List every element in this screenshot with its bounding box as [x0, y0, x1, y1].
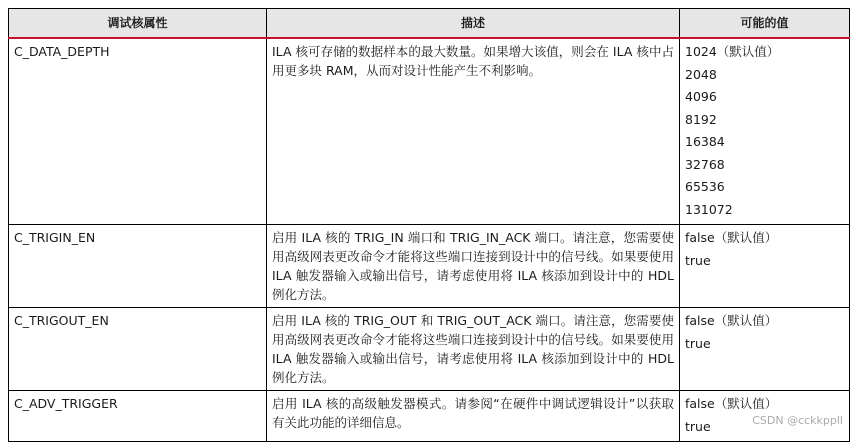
possible-value: 65536	[685, 179, 725, 194]
attribute-name: C_ADV_TRIGGER	[9, 391, 267, 442]
possible-value: true	[685, 418, 711, 434]
possible-value: true	[685, 252, 711, 268]
possible-value: 4096	[685, 89, 717, 104]
possible-values-cell	[680, 38, 850, 225]
possible-values-cell	[680, 225, 850, 308]
header-description: 描述	[267, 9, 680, 39]
possible-value: true	[685, 335, 711, 351]
attribute-name: C_DATA_DEPTH	[9, 38, 267, 225]
attribute-description: 启用 ILA 核的高级触发器模式。请参阅“在硬件中调试逻辑设计”以获取有关此功能的详细信息。	[267, 391, 680, 442]
possible-value: false（默认值）	[685, 313, 778, 328]
attribute-name: C_TRIGIN_EN	[9, 225, 267, 308]
attribute-description: 启用 ILA 核的 TRIG_IN 端口和 TRIG_IN_ACK 端口。请注意，您需要使用高级网表更改命令才能将这些端口连接到设计中的信号线。如果要使用 ILA 触发器输入或输出信号，请考虑使用将 ILA 核添加到设计中的 HDL 例化方法。	[267, 225, 680, 308]
possible-value: 2048	[685, 66, 717, 82]
possible-value: false（默认值）	[685, 396, 778, 411]
header-possible-values: 可能的值	[680, 9, 850, 39]
header-attribute: 调试核属性	[9, 9, 267, 39]
possible-value: 1024（默认值）	[685, 44, 780, 59]
table-row	[9, 225, 850, 308]
possible-value: false（默认值）	[685, 230, 778, 245]
watermark: CSDN @cckkppll	[752, 414, 843, 427]
table-row	[9, 38, 850, 225]
possible-value: 8192	[685, 111, 717, 127]
table-header-row	[9, 9, 850, 39]
table-row	[9, 308, 850, 391]
attribute-table	[8, 8, 850, 442]
table-row	[9, 391, 850, 442]
possible-value: 32768	[685, 156, 725, 172]
possible-values-list	[685, 310, 844, 355]
attribute-description: 启用 ILA 核的 TRIG_OUT 和 TRIG_OUT_ACK 端口。请注意，您需要使用高级网表更改命令才能将这些端口连接到设计中的信号线。如果要使用 ILA 触发器输入或输出信号，请考虑使用将 ILA 核添加到设计中的 HDL 例化方法。	[267, 308, 680, 391]
attribute-description: ILA 核可存储的数据样本的最大数量。如果增大该值，则会在 ILA 核中占用更多块 RAM，从而对设计性能产生不利影响。	[267, 38, 680, 225]
possible-value: 16384	[685, 134, 725, 149]
attribute-name: C_TRIGOUT_EN	[9, 308, 267, 391]
possible-values-cell	[680, 308, 850, 391]
possible-value: 131072	[685, 201, 733, 217]
possible-values-list	[685, 41, 844, 221]
possible-values-list	[685, 227, 844, 272]
